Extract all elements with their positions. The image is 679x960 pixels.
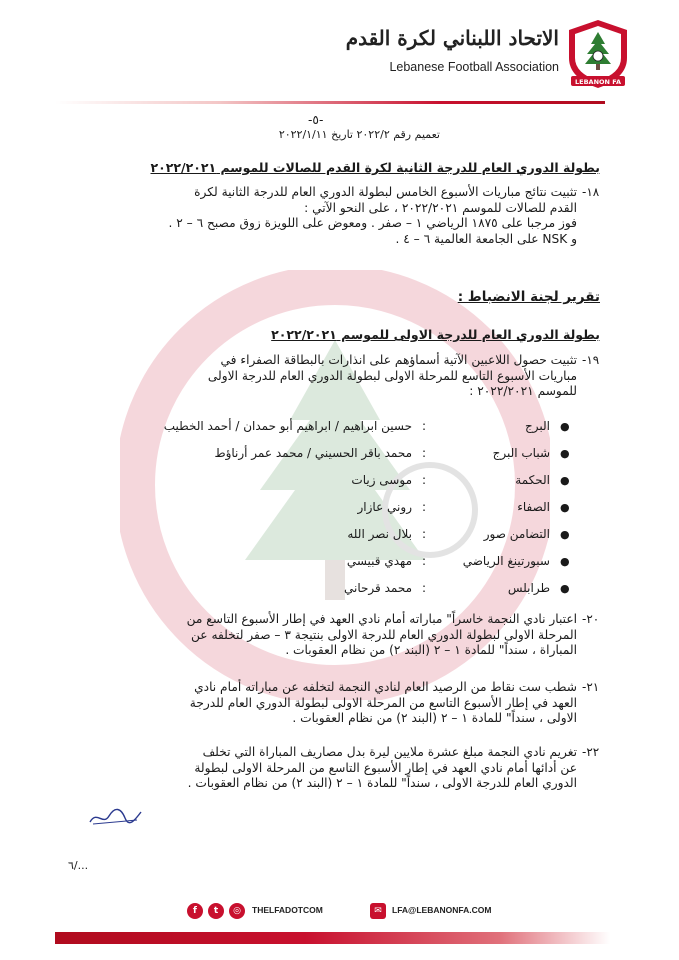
bullet: ● xyxy=(560,528,570,541)
item-22-text xyxy=(55,745,577,792)
item-19-text xyxy=(55,353,577,400)
item-number-21: -٢١ xyxy=(582,680,600,694)
letterhead xyxy=(0,0,679,110)
item-19-line: تثبيت حصول اللاعبين الآتية أسماؤهم على انذارات بالبطاقة الصفراء في xyxy=(220,353,577,367)
team-name: سبورتينغ الرياضي xyxy=(462,554,550,568)
disciplinary-committee-heading: تقرير لجنة الانضباط : xyxy=(457,289,600,305)
player-names: محمد قرحاني xyxy=(344,581,412,595)
item-18-line: القدم للصالات للموسم ٢٠٢٢/٢٠٢١ ، على النحو الآتي : xyxy=(304,200,577,215)
item-19-line: للموسم ٢٠٢٢/٢٠٢١ : xyxy=(469,384,577,398)
instagram-icon[interactable]: ◎ xyxy=(229,903,245,919)
player-names: روني عازار xyxy=(357,500,412,514)
circular-reference: تعميم رقم ٢٠٢٢/٢ تاريخ ٢٠٢٢/١/١١ xyxy=(278,128,440,141)
separator-colon: : xyxy=(422,446,427,460)
contact-email[interactable]: LFA@LEBANONFA.COM xyxy=(392,905,492,915)
item-20-line: المباراة ، سنداً" للمادة ١ – ٢ (البند ٢) من نظام العقوبات . xyxy=(285,643,577,657)
org-name-english: Lebanese Football Association xyxy=(389,60,559,74)
item-21-line: شطب ست نقاط من الرصيد العام لنادي النجمة لتخلفه عن مباراته أمام نادي xyxy=(194,680,577,694)
player-names: بلال نصر الله xyxy=(347,527,412,541)
item-number-19: -١٩ xyxy=(582,353,600,367)
item-number-22: -٢٢ xyxy=(582,745,600,759)
item-22-line: الدوري العام للدرجة الاولى ، سنداً" للمادة ١ – ٢ (البند ٢) من نظام العقوبات . xyxy=(187,776,577,790)
item-20-line: المرحلة الاولى لبطولة الدوري العام للدرجة الاولى بنتيجة ٣ – صفر لتخلفه عن xyxy=(191,627,577,642)
bullet: ● xyxy=(560,474,570,487)
header-divider xyxy=(55,101,605,104)
page-marker: -٥- xyxy=(308,113,324,127)
item-18-line: تثبيت نتائج مباريات الأسبوع الخامس لبطولة الدوري العام للدرجة الثانية لكرة xyxy=(194,185,577,199)
player-names: مهدي قبيسي xyxy=(346,554,412,568)
separator-colon: : xyxy=(422,419,427,433)
separator-colon: : xyxy=(422,527,427,541)
item-number-20: -٢٠ xyxy=(582,612,600,626)
signature xyxy=(85,800,145,830)
section-heading-first-division: بطولة الدوري العام للدرجة الاولى للموسم ٢٠٢٢/٢٠٢١ xyxy=(271,327,600,342)
team-name: الحكمة xyxy=(515,473,550,487)
team-name: شباب البرج xyxy=(492,446,550,460)
footer-divider xyxy=(55,932,610,944)
org-name-arabic: الاتحاد اللبناني لكرة القدم xyxy=(345,26,559,50)
social-handle[interactable]: THELFADOTCOM xyxy=(252,905,323,915)
lebanon-fa-logo xyxy=(565,18,631,90)
separator-colon: : xyxy=(422,581,427,595)
team-name: الصفاء xyxy=(517,500,550,514)
twitter-icon[interactable]: t xyxy=(208,903,224,919)
bullet: ● xyxy=(560,555,570,568)
item-21-line: الاولى ، سنداً" للمادة ١ – ٢ (البند ٢) من نظام العقوبات . xyxy=(292,711,577,725)
bullet: ● xyxy=(560,420,570,433)
item-21-line: العهد في إطار الأسبوع التاسع من المرحلة الاولى لبطولة الدوري العام للدرجة xyxy=(189,695,577,710)
player-names: حسين ابراهيم / ابراهيم أبو حمدان / أحمد الخطيب xyxy=(163,419,412,433)
player-names: موسى زيات xyxy=(351,473,412,487)
bullet: ● xyxy=(560,582,570,595)
item-18-line: فوز مرجبا على ١٨٧٥ الرياضي ١ – صفر . ومعوض على اللويزة زوق مصبح ٦ – ٢ . xyxy=(168,216,577,230)
bullet: ● xyxy=(560,501,570,514)
separator-colon: : xyxy=(422,500,427,514)
team-name: طرابلس xyxy=(507,581,550,595)
bullet: ● xyxy=(560,447,570,460)
item-21-text xyxy=(55,680,577,727)
item-18-line: و NSK على الجامعة العالمية ٦ – ٤ . xyxy=(395,231,577,246)
item-22-line: عن أدائها أمام نادي العهد في إطار الأسبوع التاسع من المرحلة الاولى لبطولة xyxy=(194,760,577,775)
team-name: التضامن صور xyxy=(483,527,550,541)
separator-colon: : xyxy=(422,473,427,487)
continued-marker: ٦/... xyxy=(68,859,89,872)
item-22-line: تغريم نادي النجمة مبلغ عشرة ملايين ليرة بدل مصاريف المباراة التي تخلف xyxy=(202,745,577,759)
logo-text: LEBANON FA xyxy=(575,78,621,86)
facebook-icon[interactable]: f xyxy=(187,903,203,919)
team-name: البرج xyxy=(525,419,550,433)
item-19-line: مباريات الأسبوع التاسع للمرحلة الاولى لبطولة الدوري العام للدرجة الاولى xyxy=(207,368,577,383)
section-heading-second-division: بطولة الدوري العام للدرجة الثانية لكرة القدم للصالات للموسم ٢٠٢٢/٢٠٢١ xyxy=(150,160,600,175)
email-icon[interactable]: ✉ xyxy=(370,903,386,919)
item-20-text xyxy=(55,612,577,659)
separator-colon: : xyxy=(422,554,427,568)
item-18-text xyxy=(55,185,577,247)
player-names: محمد باقر الحسيني / محمد عمر أرناؤط xyxy=(214,446,412,460)
item-20-line: اعتبار نادي النجمة خاسراً" مباراته أمام نادي العهد في إطار الأسبوع التاسع من xyxy=(186,612,577,626)
item-number-18: -١٨ xyxy=(582,185,600,199)
